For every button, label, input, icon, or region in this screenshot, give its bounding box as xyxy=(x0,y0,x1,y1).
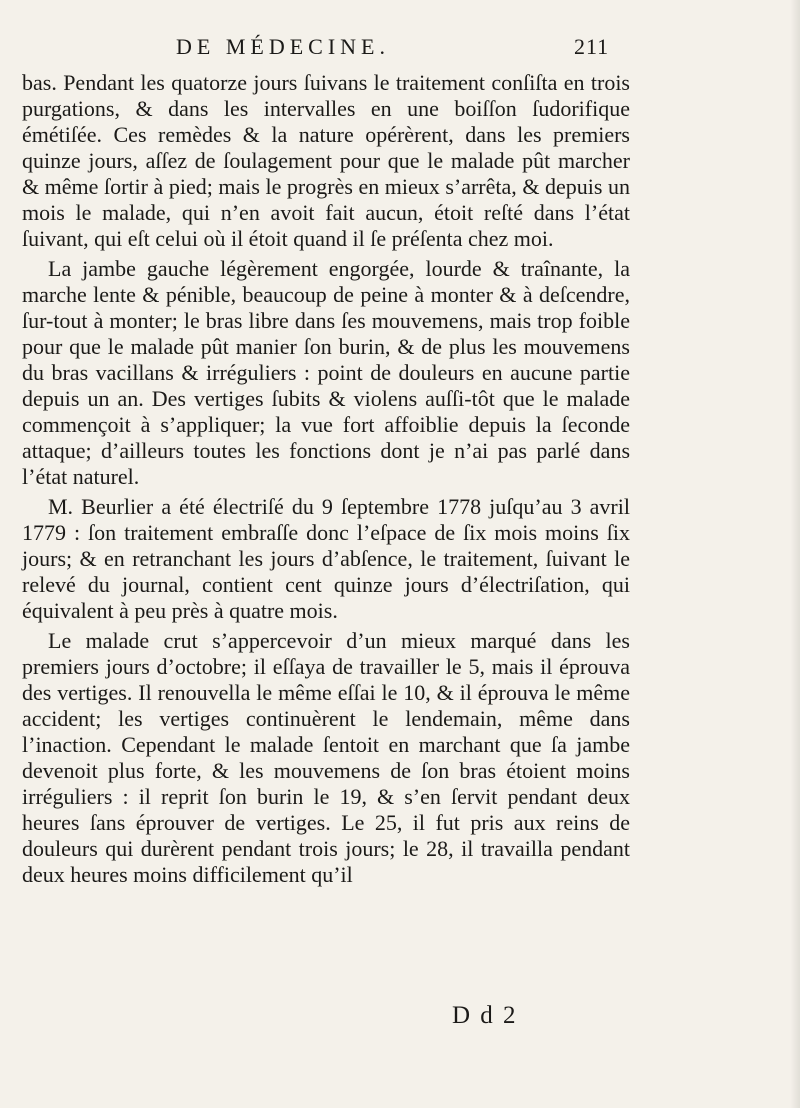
paragraph-symptoms: La jambe gauche légèrement engorgée, lourde & traînante, la marche lente & pénible, beaucoup de peine à monter & à deſcendre, ſur-tout à monter; le bras libre dans ſes mouvemens, mais trop foible pour que le malade pût manier ſon burin, & de plus les mouvemens du bras vacillans & irréguliers : point de douleurs en aucune partie depuis un an. Des vertiges ſubits & violens auſſi-tôt que le malade commençoit à s’appliquer; la vue fort affoiblie depuis la ſeconde attaque; d’ailleurs toutes les fonctions dont je n’ai pas parlé dans l’état naturel. xyxy=(22,256,630,489)
paragraph-progress: Le malade crut s’appercevoir d’un mieux marqué dans les premiers jours d’octobre; il eſſaya de travailler le 5, mais il éprouva des vertiges. Il renouvella le même eſſai le 10, & il éprouva le même accident; les vertiges continuèrent le lendemain, même dans l’inaction. Cependant le malade ſentoit en marchant que ſa jambe devenoit plus forte, & les mouvemens de ſon bras étoient moins irréguliers : il reprit ſon burin le 19, & s’en ſervit pendant deux heures ſans éprouver de vertiges. Le 25, il fut pris aux reins de douleurs qui durèrent pendant trois jours; le 28, il travailla pendant deux heures moins difficilement qu’il xyxy=(22,628,630,887)
page-header xyxy=(0,26,800,66)
paragraph-treatment: M. Beurlier a été électriſé du 9 ſeptembre 1778 juſqu’au 3 avril 1779 : ſon traitement embraſſe donc l’eſpace de ſix mois moins ſix jours; & en retranchant les jours d’abſence, le traitement, ſuivant le relevé du journal, contient cent quinze jours d’électriſation, qui équivalent à peu près à quatre mois. xyxy=(22,494,630,623)
body-text xyxy=(22,70,630,888)
signature-mark: D d 2 xyxy=(452,1002,518,1029)
page-edge-shadow xyxy=(790,0,800,1108)
running-head: DE MÉDECINE. xyxy=(176,34,390,59)
paragraph-continued: bas. Pendant les quatorze jours ſuivans le traitement conſiſta en trois purgations, & dans les intervalles en une boiſſon ſudorifique émétiſée. Ces remèdes & la nature opérèrent, dans les premiers quinze jours, aſſez de ſoulagement pour que le malade pût marcher & même ſortir à pied; mais le progrès en mieux s’arrêta, & depuis un mois le malade, qui n’en avoit fait aucun, étoit reſté dans l’état ſuivant, qui eſt celui où il étoit quand il ſe préſenta chez moi. xyxy=(22,70,630,251)
page-number: 211 xyxy=(574,34,610,59)
